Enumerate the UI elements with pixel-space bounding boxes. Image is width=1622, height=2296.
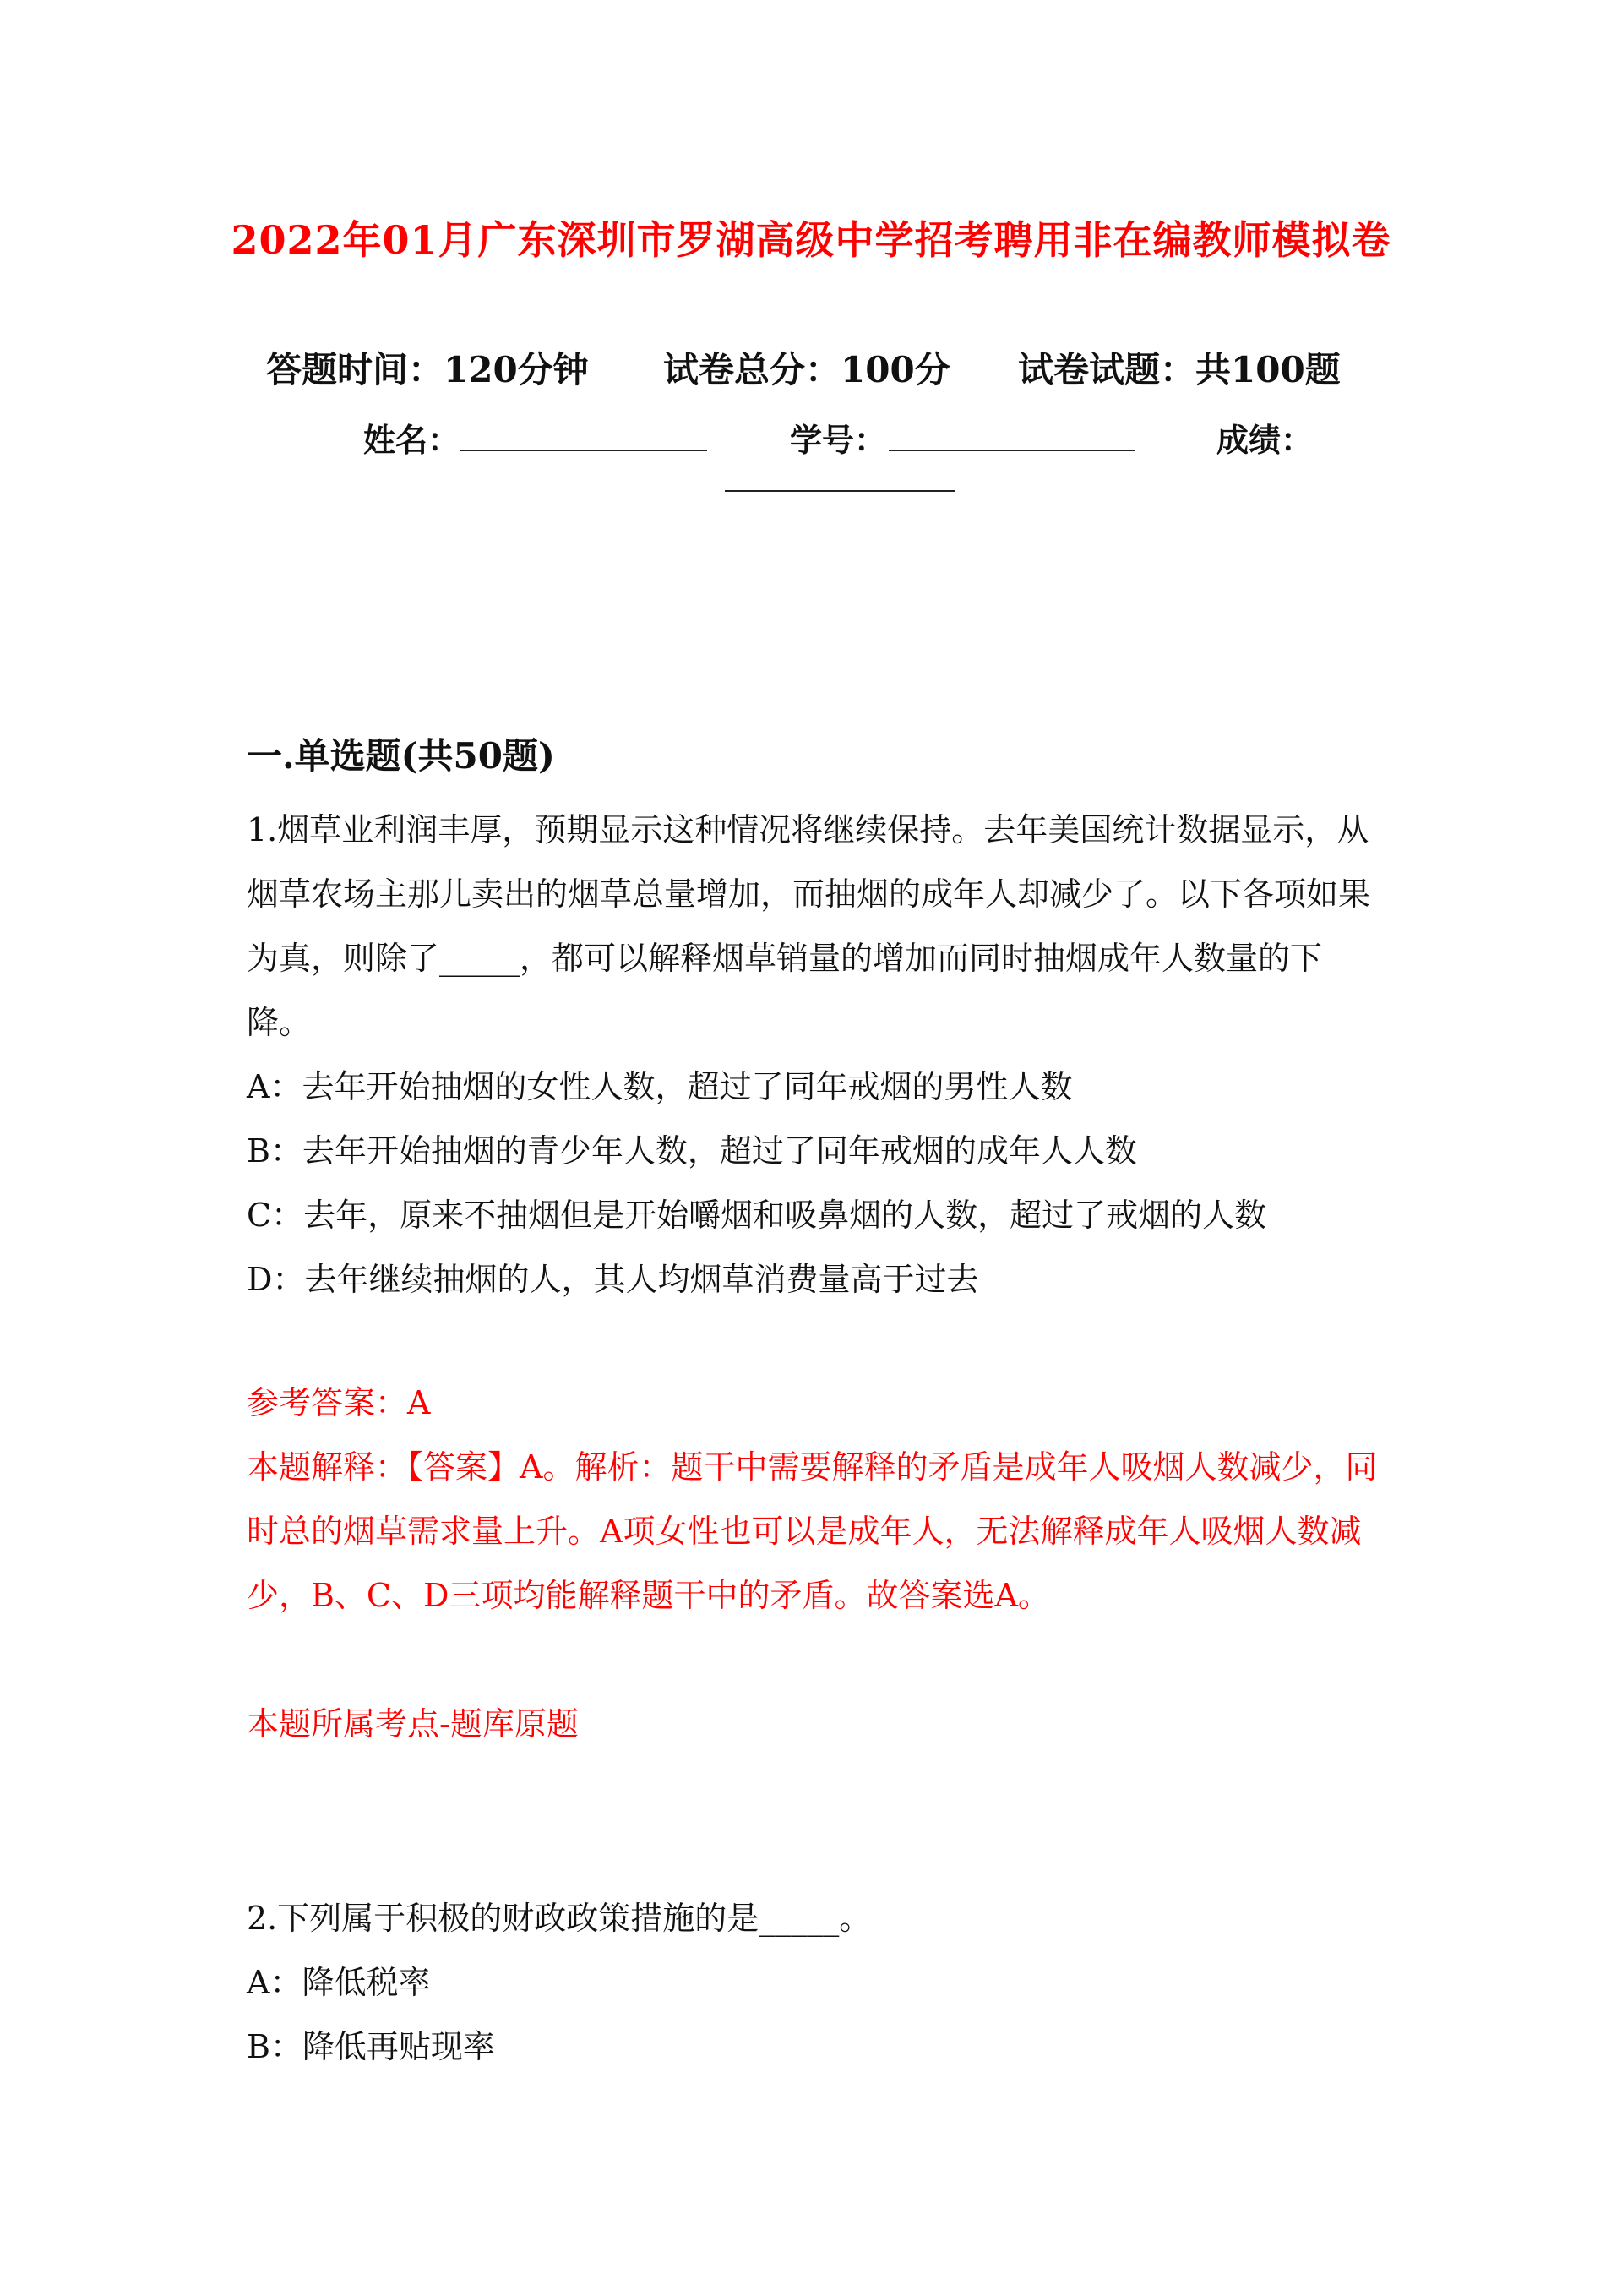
question-2-option-b: B：降低再贴现率 (247, 2028, 495, 2065)
score-blank-line (725, 490, 955, 492)
section-title: 一.单选题(共50题) (247, 735, 555, 777)
question-1-option-b: B：去年开始抽烟的青少年人数，超过了同年戒烟的成年人人数 (247, 1132, 1137, 1170)
name-label: 姓名： (363, 421, 460, 459)
exam-question-count: 试卷试题：共100题 (1018, 349, 1341, 390)
exam-total-score: 试卷总分：100分 (663, 349, 950, 390)
question-1 (247, 798, 1379, 1312)
exam-time: 答题时间：120分钟 (266, 349, 589, 390)
question-1-option-d: D：去年继续抽烟的人，其人均烟草消费量高于过去 (247, 1261, 979, 1298)
question-2 (247, 1886, 1379, 2079)
question-2-option-a: A：降低税率 (247, 1964, 431, 2001)
question-2-stem: 2.下列属于积极的财政政策措施的是_____。 (247, 1900, 872, 1937)
student-id-blank-line (889, 450, 1135, 451)
question-1-stem: 1.烟草业利润丰厚，预期显示这种情况将继续保持。去年美国统计数据显示，从烟草农场主那儿卖出的烟草总量增加，而抽烟的成年人却减少了。以下各项如果为真，则除了_____，都可以解释烟草销量的增加而同时抽烟成年人数量的下降。 (247, 811, 1371, 1041)
question-1-explanation: 本题解释：【答案】A。解析：题干中需要解释的矛盾是成年人吸烟人数减少，同时总的烟草需求量上升。A项女性也可以是成年人，无法解释成年人吸烟人数减少，B、C、D三项均能解释题干中的矛盾。故答案选A。 (247, 1448, 1378, 1614)
score-label: 成绩： (1216, 421, 1314, 459)
name-blank-line (460, 450, 707, 451)
question-1-answer: 参考答案：A (247, 1384, 431, 1421)
student-id-label: 学号： (790, 421, 887, 459)
question-1-knowledge-point: 本题所属考点-题库原题 (247, 1705, 579, 1742)
exam-title: 2022年01月广东深圳市罗湖高级中学招考聘用非在编教师模拟卷 (231, 217, 1391, 263)
question-1-option-c: C：去年，原来不抽烟但是开始嚼烟和吸鼻烟的人数，超过了戒烟的人数 (247, 1197, 1267, 1234)
question-1-option-a: A：去年开始抽烟的女性人数，超过了同年戒烟的男性人数 (247, 1068, 1073, 1105)
